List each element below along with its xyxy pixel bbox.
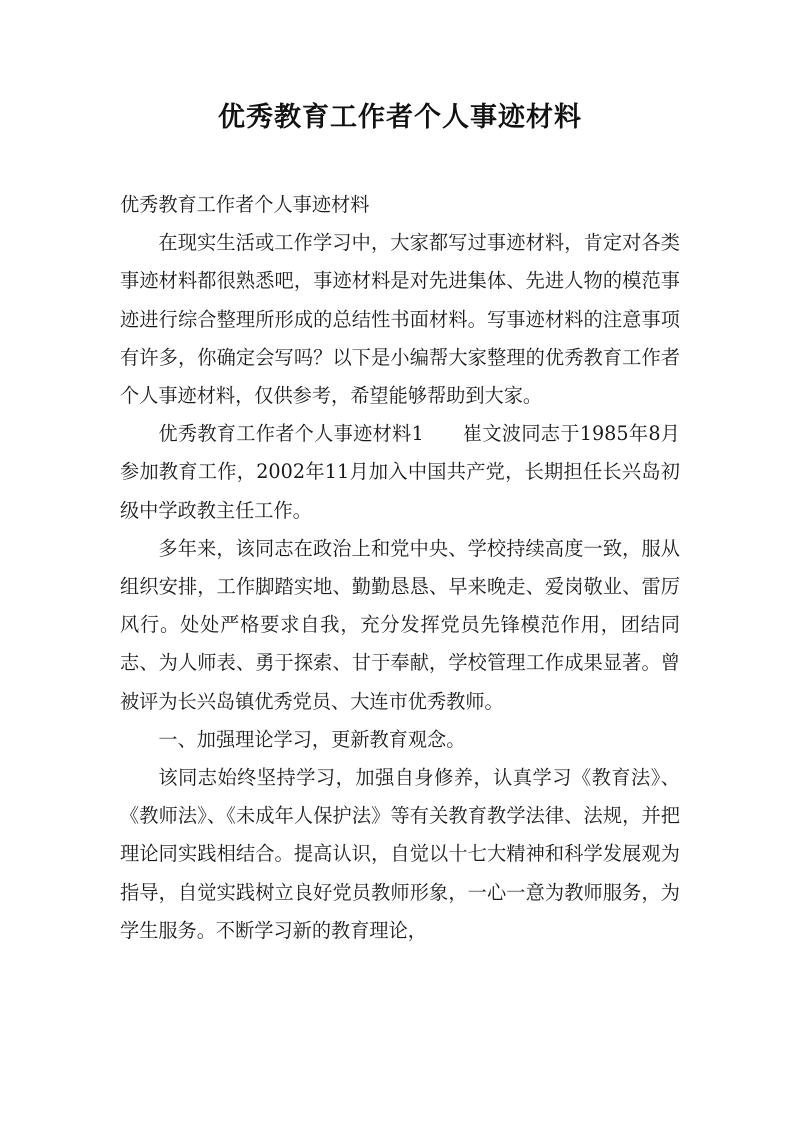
paragraph-study: 该同志始终坚持学习，加强自身修养，认真学习《教育法》、《教师法》、《未成年人保护法》等有关教育教学法律、法规，并把理论同实践相结合。提高认识，自觉以十七大精神和科学发展观为指导，自觉实践树立良好党员教师形象，一心一意为教师服务，为学生服务。不断学习新的教育理论， [120,766,680,942]
paragraph-years: 多年来，该同志在政治上和党中央、学校持续高度一致，服从组织安排，工作脚踏实地、勤勤恳恳、早来晚走、爱岗敬业、雷厉风行。处处严格要求自我，充分发挥党员先锋模范作用，团结同志、为人师表、勇于探索、甘于奉献，学校管理工作成果显著。曾被评为长兴岛镇优秀党员、大连市优秀教师。 [120,536,680,713]
paragraph-intro: 在现实生活或工作学习中，大家都写过事迹材料，肯定对各类事迹材料都很熟悉吧，事迹材料是对先进集体、先进人物的模范事迹进行综合整理所形成的总结性书面材料。写事迹材料的注意事项有许多，你确定会写吗？以下是小编帮大家整理的优秀教育工作者个人事迹材料，仅供参考，希望能够帮助到大家。 [120,231,680,408]
document-title: 优秀教育工作者个人事迹材料 [218,102,582,133]
section-heading-1: 一、加强理论学习，更新教育观念。 [158,727,466,751]
document-body [120,186,680,950]
paragraph-material-1: 优秀教育工作者个人事迹材料1 崔文波同志于1985年8月参加教育工作，2002年11月加入中国共产党，长期担任长兴岛初级中学政教主任工作。 [120,422,680,522]
body-subtitle: 优秀教育工作者个人事迹材料 [120,193,370,216]
